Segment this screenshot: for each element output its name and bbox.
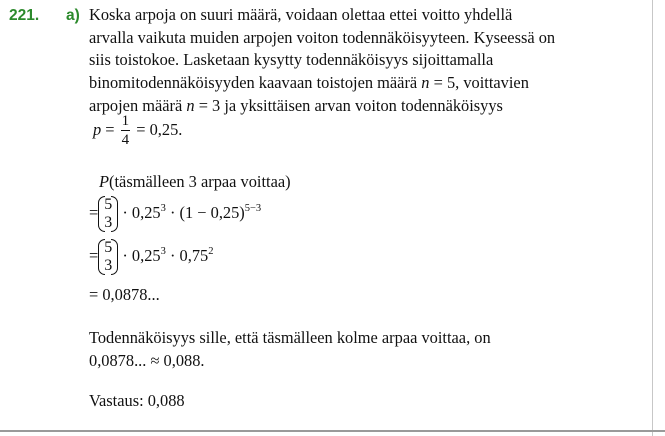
var-n-2: n: [186, 95, 195, 115]
p-value: = 0,25.: [136, 119, 183, 139]
eq-sign-1: =: [89, 202, 99, 222]
step2-terms: · 0,25: [122, 245, 161, 265]
binomial-coefficient-1: [98, 197, 118, 231]
page-bottom-border: [0, 430, 665, 432]
p-frac-numerator: 1: [121, 113, 130, 129]
calc-result: = 0,0878...: [89, 285, 160, 304]
answer: Vastaus: 0,088: [89, 391, 185, 410]
page-right-border: [652, 0, 653, 436]
exercise-number: 221.: [9, 7, 40, 24]
calc-step-2: [89, 240, 213, 274]
step1-terms: · 0,25: [122, 202, 161, 222]
var-n-1: n: [421, 73, 430, 93]
step1-exponent: 3: [160, 202, 166, 214]
prob-variable: P: [99, 172, 110, 191]
line5-suffix: = 3 ja yksittäisen arvan voiton todennäköisyys: [198, 95, 503, 115]
part-label: a): [66, 7, 80, 24]
step1-rest: · (1 − 0,25): [169, 202, 245, 222]
line4-eq: = 5, voittavien: [433, 73, 529, 93]
binom-bottom-1: 3: [104, 214, 113, 231]
intro-paragraph: [89, 4, 649, 118]
binom-top-2: 5: [104, 239, 113, 256]
probability-expression: P(täsmälleen 3 arpaa voittaa): [99, 172, 291, 191]
step2-rest-exponent: 2: [208, 245, 214, 257]
step2-exponent: 3: [160, 245, 166, 257]
conclusion-line-2: 0,0878... ≈ 0,088.: [89, 351, 205, 370]
prob-description: täsmälleen 3 arpaa voittaa: [114, 172, 286, 191]
p-variable: p: [93, 119, 102, 139]
step2-rest: · 0,75: [169, 245, 209, 265]
conclusion-line-1: Todennäköisyys sille, että täsmälleen kolme arpaa voittaa, on: [89, 328, 491, 347]
binom-top-1: 5: [104, 196, 113, 213]
intro-line-4: [89, 72, 649, 95]
calc-step-1: [89, 197, 261, 231]
binomial-coefficient-2: [98, 240, 118, 274]
intro-line-3: siis toistokoe. Lasketaan kysytty todennäköisyys sijoittamalla: [89, 50, 494, 70]
p-frac-denominator: 4: [121, 132, 130, 148]
intro-line-2: arvalla vaikuta muiden arpojen voiton todennäköisyyteen. Kyseessä on: [89, 27, 556, 47]
binom-bottom-2: 3: [104, 257, 113, 274]
step1-rest-exponent: 5−3: [244, 202, 262, 214]
eq-sign-2: =: [89, 245, 99, 265]
line4-prefix: binomitodennäköisyyden kaavaan toistojen määrä: [89, 73, 418, 93]
p-fraction: [121, 114, 131, 148]
intro-line-1: Koska arpoja on suuri määrä, voidaan olettaa ettei voitto yhdellä: [89, 5, 513, 24]
p-definition: p = $\frac{1}{4}$ = 0,25.: [93, 113, 183, 148]
line5-prefix: arpojen määrä: [89, 95, 183, 115]
